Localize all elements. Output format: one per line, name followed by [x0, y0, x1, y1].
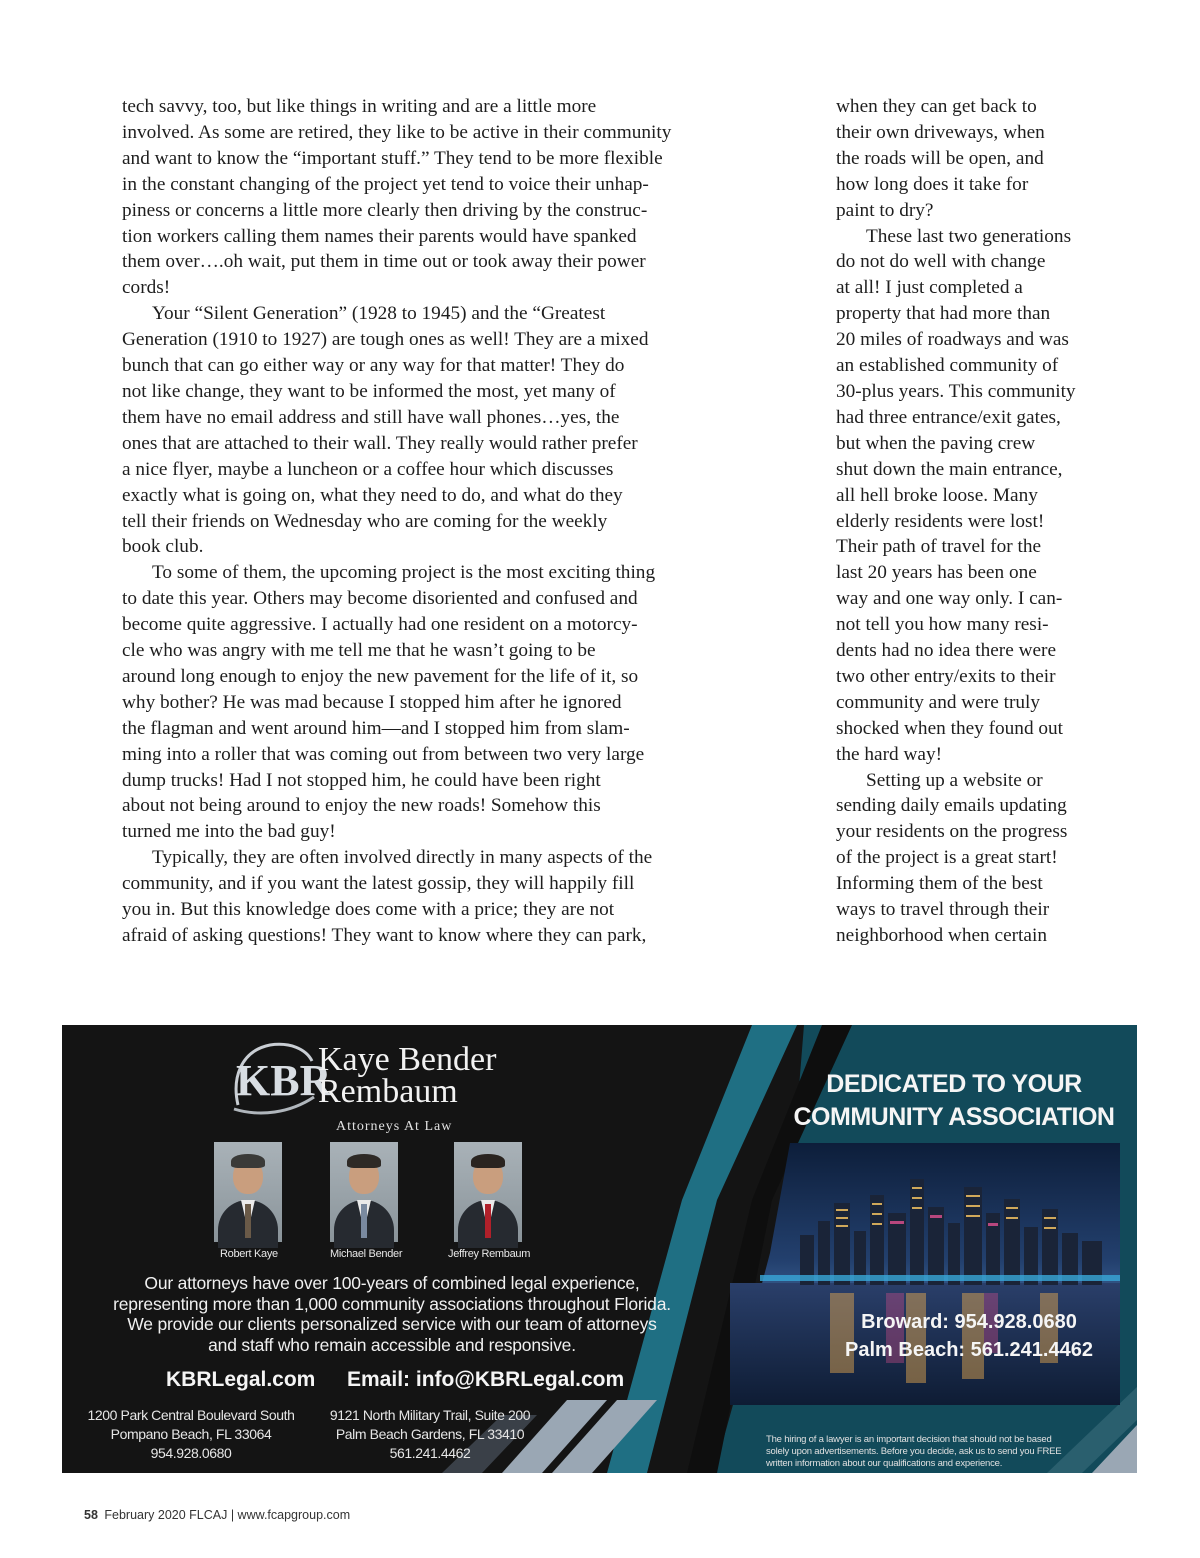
- address-line: Pompano Beach, FL 33064: [110, 1426, 272, 1442]
- article-line: shut down the main entrance,: [836, 458, 1063, 480]
- logo-tagline: Attorneys At Law: [336, 1119, 453, 1134]
- article-line: tech savvy, too, but like things in writing and are a little more: [122, 96, 597, 117]
- address-line: 9121 North Military Trail, Suite 200: [329, 1407, 531, 1423]
- attorney-name: Michael Bender: [330, 1248, 403, 1260]
- article-paragraph: [122, 560, 762, 845]
- address-line: 1200 Park Central Boulevard South: [87, 1407, 295, 1423]
- ad-description-line: and staff who remain accessible and responsive.: [208, 1334, 576, 1355]
- article-line: involved. As some are retired, they like to be active in their community: [122, 121, 672, 143]
- ad-address-pompano: [80, 1406, 302, 1463]
- article-line: not like change, they want to be informed the most, yet many of: [122, 380, 616, 402]
- article-paragraph: [836, 224, 1120, 768]
- city-skyline-image: [730, 1143, 1120, 1405]
- article-line: do not do well with change: [836, 251, 1046, 273]
- article-line: community and were truly: [836, 691, 1041, 713]
- page-footer: [84, 1508, 350, 1522]
- ad-phone-numbers: [804, 1308, 1134, 1364]
- article-line: Informing them of the best: [836, 873, 1043, 895]
- article-line: ways to travel through their: [836, 899, 1050, 921]
- article-line: To some of them, the upcoming project is the most exciting thing: [152, 562, 656, 584]
- article-line: Their path of travel for the: [836, 536, 1042, 558]
- attorney-photo-robert-kaye: [214, 1142, 282, 1242]
- article-line: These last two generations: [866, 225, 1072, 247]
- article-line: elderly residents were lost!: [836, 510, 1045, 532]
- ad-website-link[interactable]: KBRLegal.com: [166, 1368, 316, 1391]
- article-paragraph: [122, 845, 762, 949]
- svg-text:KBR: KBR: [236, 1056, 332, 1105]
- article-line: way and one way only. I can-: [836, 588, 1063, 610]
- ad-description-line: representing more than 1,000 community associations throughout Florida.: [113, 1293, 671, 1314]
- article-line: last 20 years has been one: [836, 562, 1037, 584]
- article-line: how long does it take for: [836, 173, 1029, 195]
- footer-text: February 2020 FLCAJ | www.fcapgroup.com: [104, 1508, 351, 1522]
- article-line: 30-plus years. This community: [836, 380, 1076, 402]
- ad-description-line: We provide our clients personalized service with our team of attorneys: [127, 1314, 657, 1334]
- article-line: tell their friends on Wednesday who are coming for the weekly: [122, 510, 608, 532]
- article-line: around long enough to enjoy the new pavement for the life of it, so: [122, 665, 639, 687]
- article-line: paint to dry?: [836, 199, 934, 221]
- article-line: become quite aggressive. I actually had one resident on a motorcy-: [122, 614, 638, 636]
- article-line: exactly what is going on, what they need to do, and what do they: [122, 484, 623, 506]
- attorney-photo-jeffrey-rembaum: [454, 1142, 522, 1242]
- article-line: you in. But this knowledge does come with a price; they are not: [122, 899, 615, 921]
- article-line: dents had no idea there were: [836, 640, 1057, 662]
- ad-address-palm-beach: [320, 1406, 540, 1463]
- article-right-column: [836, 94, 1120, 949]
- article-line: at all! I just completed a: [836, 277, 1023, 299]
- ad-headline-line: DEDICATED TO YOUR: [826, 1070, 1082, 1098]
- article-line: Setting up a website or: [866, 769, 1043, 791]
- skyline-illustration: [730, 1143, 1120, 1405]
- article-line: Your “Silent Generation” (1928 to 1945) and the “Greatest: [152, 303, 606, 325]
- article-paragraph: [836, 94, 1120, 224]
- article-line: and want to know the “important stuff.” They tend to be more flexible: [122, 147, 663, 169]
- article-line: the flagman and went around him—and I stopped him from slam-: [122, 717, 630, 739]
- ad-headline: [774, 1068, 1134, 1134]
- article-line: had three entrance/exit gates,: [836, 406, 1061, 428]
- article-paragraph: [122, 94, 762, 301]
- law-firm-advertisement: [62, 1025, 1137, 1473]
- article-paragraph: [836, 768, 1120, 949]
- article-line: not tell you how many resi-: [836, 614, 1049, 636]
- article-line: piness or concerns a little more clearly then driving by the construc-: [122, 199, 648, 221]
- article-line: ming into a roller that was coming out from between two very large: [122, 743, 645, 765]
- article-line: all hell broke loose. Many: [836, 484, 1038, 506]
- article-line: neighborhood when certain: [836, 925, 1047, 946]
- disclaimer-line: written information about our qualifications and experience.: [766, 1458, 1003, 1469]
- ad-description-line: Our attorneys have over 100-years of combined legal experience,: [144, 1273, 640, 1293]
- article-line: Generation (1910 to 1927) are tough ones as well! They are a mixed: [122, 329, 649, 351]
- ad-email-link[interactable]: Email: info@KBRLegal.com: [347, 1368, 625, 1391]
- article-left-column: [122, 94, 762, 949]
- article-line: turned me into the bad guy!: [122, 821, 336, 843]
- article-line: shocked when they found out: [836, 717, 1064, 739]
- attorney-name: Jeffrey Rembaum: [448, 1248, 531, 1260]
- disclaimer-line: The hiring of a lawyer is an important decision that should not be based: [766, 1434, 1052, 1445]
- article-line: cords!: [122, 277, 171, 299]
- article-line: a nice flyer, maybe a luncheon or a coffee hour which discusses: [122, 458, 614, 480]
- article-line: them have no email address and still have wall phones…yes, the: [122, 406, 620, 428]
- article-line: an established community of: [836, 355, 1059, 377]
- address-line: 954.928.0680: [150, 1445, 232, 1461]
- article-line: why bother? He was mad because I stopped him after he ignored: [122, 691, 622, 713]
- article-line: cle who was angry with me tell me that he wasn’t going to be: [122, 640, 596, 662]
- article-line: community, and if you want the latest gossip, they will happily fill: [122, 873, 635, 895]
- article-line: your residents on the progress: [836, 821, 1068, 843]
- article-line: tion workers calling them names their parents would have spanked: [122, 225, 637, 247]
- logo-name-line2: Rembaum: [318, 1073, 458, 1110]
- article-line: Typically, they are often involved directly in many aspects of the: [152, 847, 653, 869]
- article-line: but when the paving crew: [836, 432, 1036, 454]
- address-line: 561.241.4462: [389, 1445, 471, 1461]
- ad-description: [92, 1273, 692, 1355]
- article-line: when they can get back to: [836, 96, 1037, 117]
- article-line: property that had more than: [836, 303, 1051, 325]
- article-line: in the constant changing of the project yet tend to voice their unhap-: [122, 173, 649, 195]
- article-line: the hard way!: [836, 743, 942, 765]
- kbr-logo: [230, 1039, 530, 1134]
- attorney-name: Robert Kaye: [220, 1248, 278, 1260]
- article-line: sending daily emails updating: [836, 795, 1067, 817]
- article-line: ones that are attached to their wall. They really would rather prefer: [122, 432, 638, 454]
- article-line: two other entry/exits to their: [836, 665, 1056, 687]
- article-line: bunch that can go either way or any way for that matter! They do: [122, 355, 625, 377]
- ad-headline-line: COMMUNITY ASSOCIATION: [793, 1103, 1115, 1131]
- article-line: to date this year. Others may become disoriented and confused and: [122, 588, 638, 610]
- article-line: of the project is a great start!: [836, 847, 1058, 869]
- article-line: about not being around to enjoy the new roads! Somehow this: [122, 795, 601, 817]
- article-line: afraid of asking questions! They want to know where they can park,: [122, 925, 647, 946]
- disclaimer-line: solely upon advertisements. Before you decide, ask us to send you FREE: [766, 1446, 1062, 1457]
- article-line: the roads will be open, and: [836, 147, 1044, 169]
- logo-name-line1: Kaye Bender: [318, 1041, 497, 1078]
- article-line: their own driveways, when: [836, 121, 1045, 143]
- attorney-photo-michael-bender: [330, 1142, 398, 1242]
- kbr-monogram-icon: [230, 1039, 332, 1115]
- phone-broward: Broward: 954.928.0680: [861, 1311, 1077, 1333]
- article-line: them over….oh wait, put them in time out or took away their power: [122, 251, 646, 273]
- article-line: 20 miles of roadways and was: [836, 329, 1069, 351]
- address-line: Palm Beach Gardens, FL 33410: [335, 1426, 525, 1442]
- article-paragraph: [122, 301, 762, 560]
- article-line: dump trucks! Had I not stopped him, he could have been right: [122, 769, 601, 791]
- article-line: book club.: [122, 536, 204, 558]
- phone-palm-beach: Palm Beach: 561.241.4462: [845, 1339, 1093, 1361]
- page-number: 58: [84, 1508, 98, 1522]
- ad-disclaimer: [766, 1434, 1126, 1470]
